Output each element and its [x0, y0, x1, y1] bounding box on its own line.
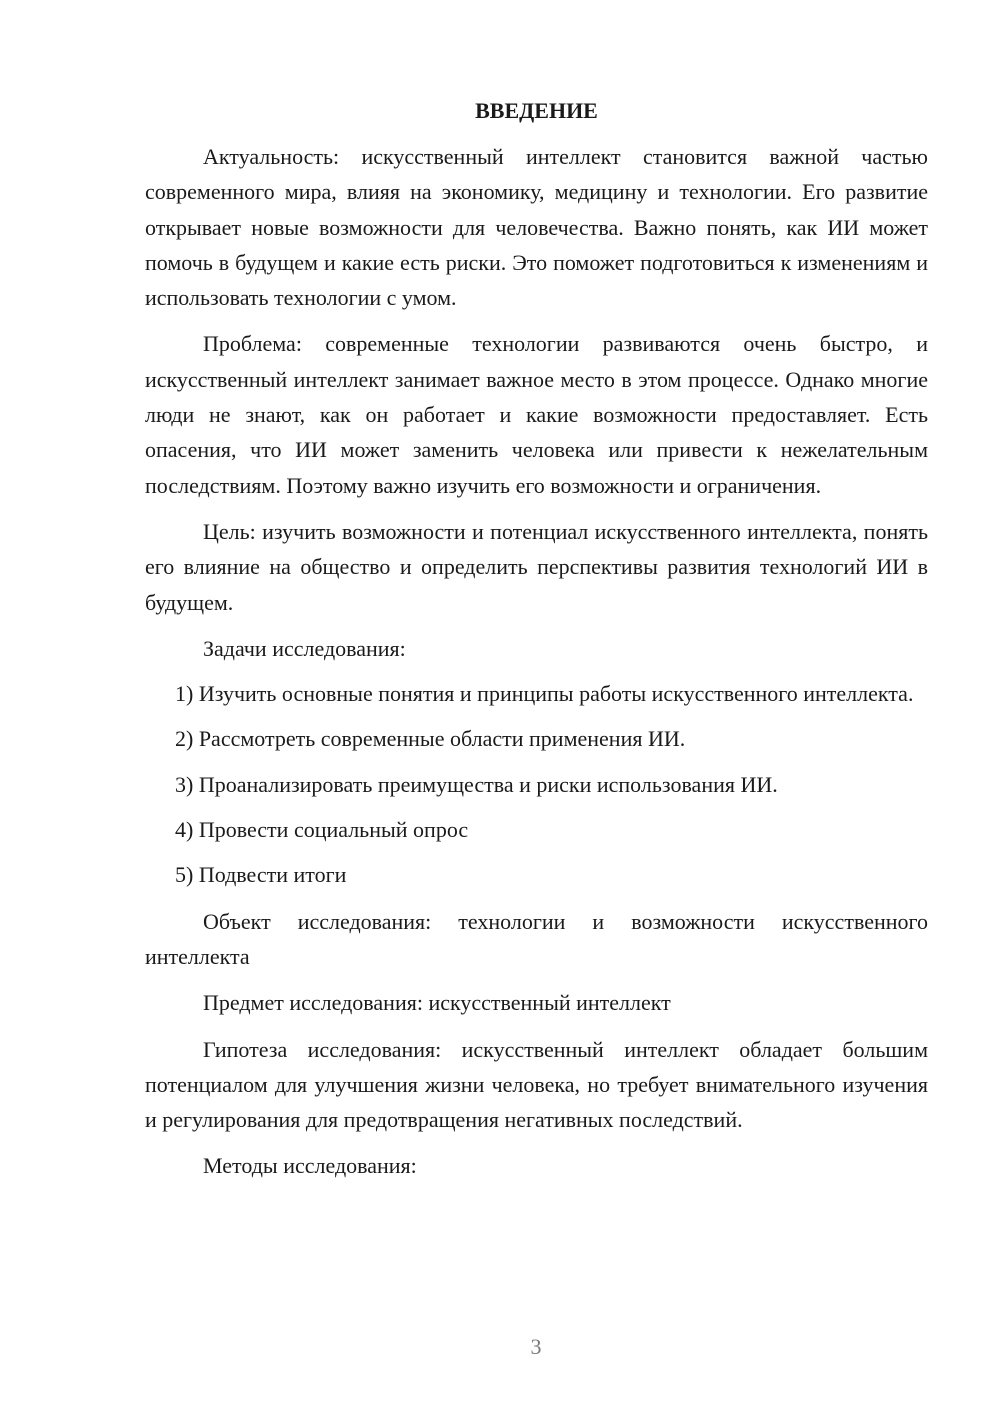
page-number: 3 [530, 1334, 542, 1359]
task-item-1: 1) Изучить основные понятия и принципы работы искусственного интеллекта. [175, 681, 914, 707]
relevance-paragraph: Актуальность: искусственный интеллект становится важной частью современного мира, влияя на экономику, медицину и технологии. Его развитие открывает новые возможности для человечества. Важно понять, как ИИ может помочь в будущем и какие есть риски. Это поможет подготовиться к изменениям и использовать технологии с умом. [145, 144, 928, 311]
page-title: ВВЕДЕНИЕ [475, 98, 598, 123]
methods-heading: Методы исследования: [203, 1153, 417, 1179]
task-item-4: 4) Провести социальный опрос [175, 817, 469, 843]
problem-paragraph: Проблема: современные технологии развиваются очень быстро, и искусственный интеллект занимает важное место в этом процессе. Однако многие люди не знают, как он работает и какие возможности предоставляет. Есть опасения, что ИИ может заменить человека или привести к нежелательным последствиям. Поэтому важно изучить его возможности и ограничения. [145, 331, 928, 498]
subject-paragraph: Предмет исследования: искусственный интеллект [203, 990, 671, 1016]
page-content [145, 95, 928, 1184]
object-paragraph: Объект исследования: технологии и возможности искусственного интеллекта [145, 908, 928, 969]
task-item-2: 2) Рассмотреть современные области применения ИИ. [175, 726, 686, 752]
tasks-heading: Задачи исследования: [203, 635, 406, 661]
goal-paragraph: Цель: изучить возможности и потенциал искусственного интеллекта, понять его влияние на общество и определить перспективы развития технологий ИИ в будущем. [145, 518, 928, 615]
task-item-3: 3) Проанализировать преимущества и риски использования ИИ. [175, 771, 778, 797]
hypothesis-paragraph: Гипотеза исследования: искусственный интеллект обладает большим потенциалом для улучшения жизни человека, но требует внимательного изучения и регулирования для предотвращения негативных последствий. [145, 1036, 928, 1133]
task-item-5: 5) Подвести итоги [175, 862, 347, 888]
